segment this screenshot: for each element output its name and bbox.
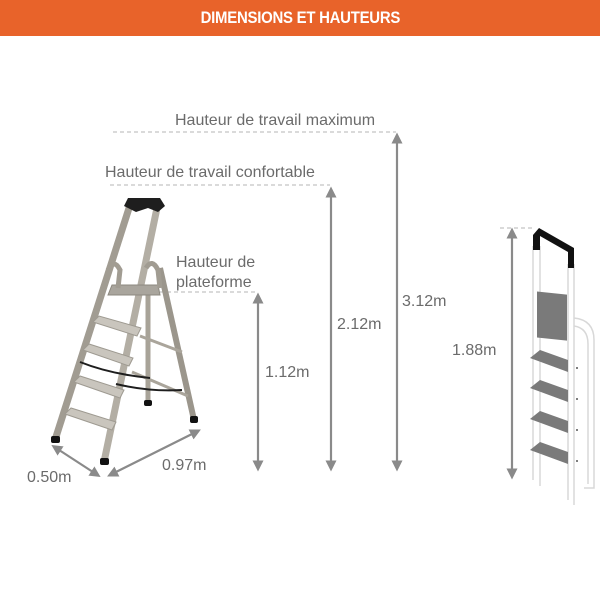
platform-height-label-line1: Hauteur de [176, 254, 256, 271]
base-width-value: 0.50m [27, 469, 72, 486]
ladder-profile-icon [530, 228, 594, 505]
max-working-height-label: Hauteur de travail maximum [175, 112, 376, 129]
platform-height-label-line2: plateforme [176, 274, 252, 291]
ladder-height-value: 1.88m [452, 342, 497, 359]
comfortable-working-height-label: Hauteur de travail confortable [105, 164, 315, 181]
base-depth-value: 0.97m [162, 457, 207, 474]
ladder-photo-icon [51, 198, 198, 465]
section-title: DIMENSIONS ET HAUTEURS [200, 8, 400, 27]
max-height-value: 3.12m [402, 293, 447, 310]
comfortable-height-value: 2.12m [337, 316, 382, 333]
platform-height-value: 1.12m [265, 364, 310, 381]
reference-lines [110, 132, 535, 292]
